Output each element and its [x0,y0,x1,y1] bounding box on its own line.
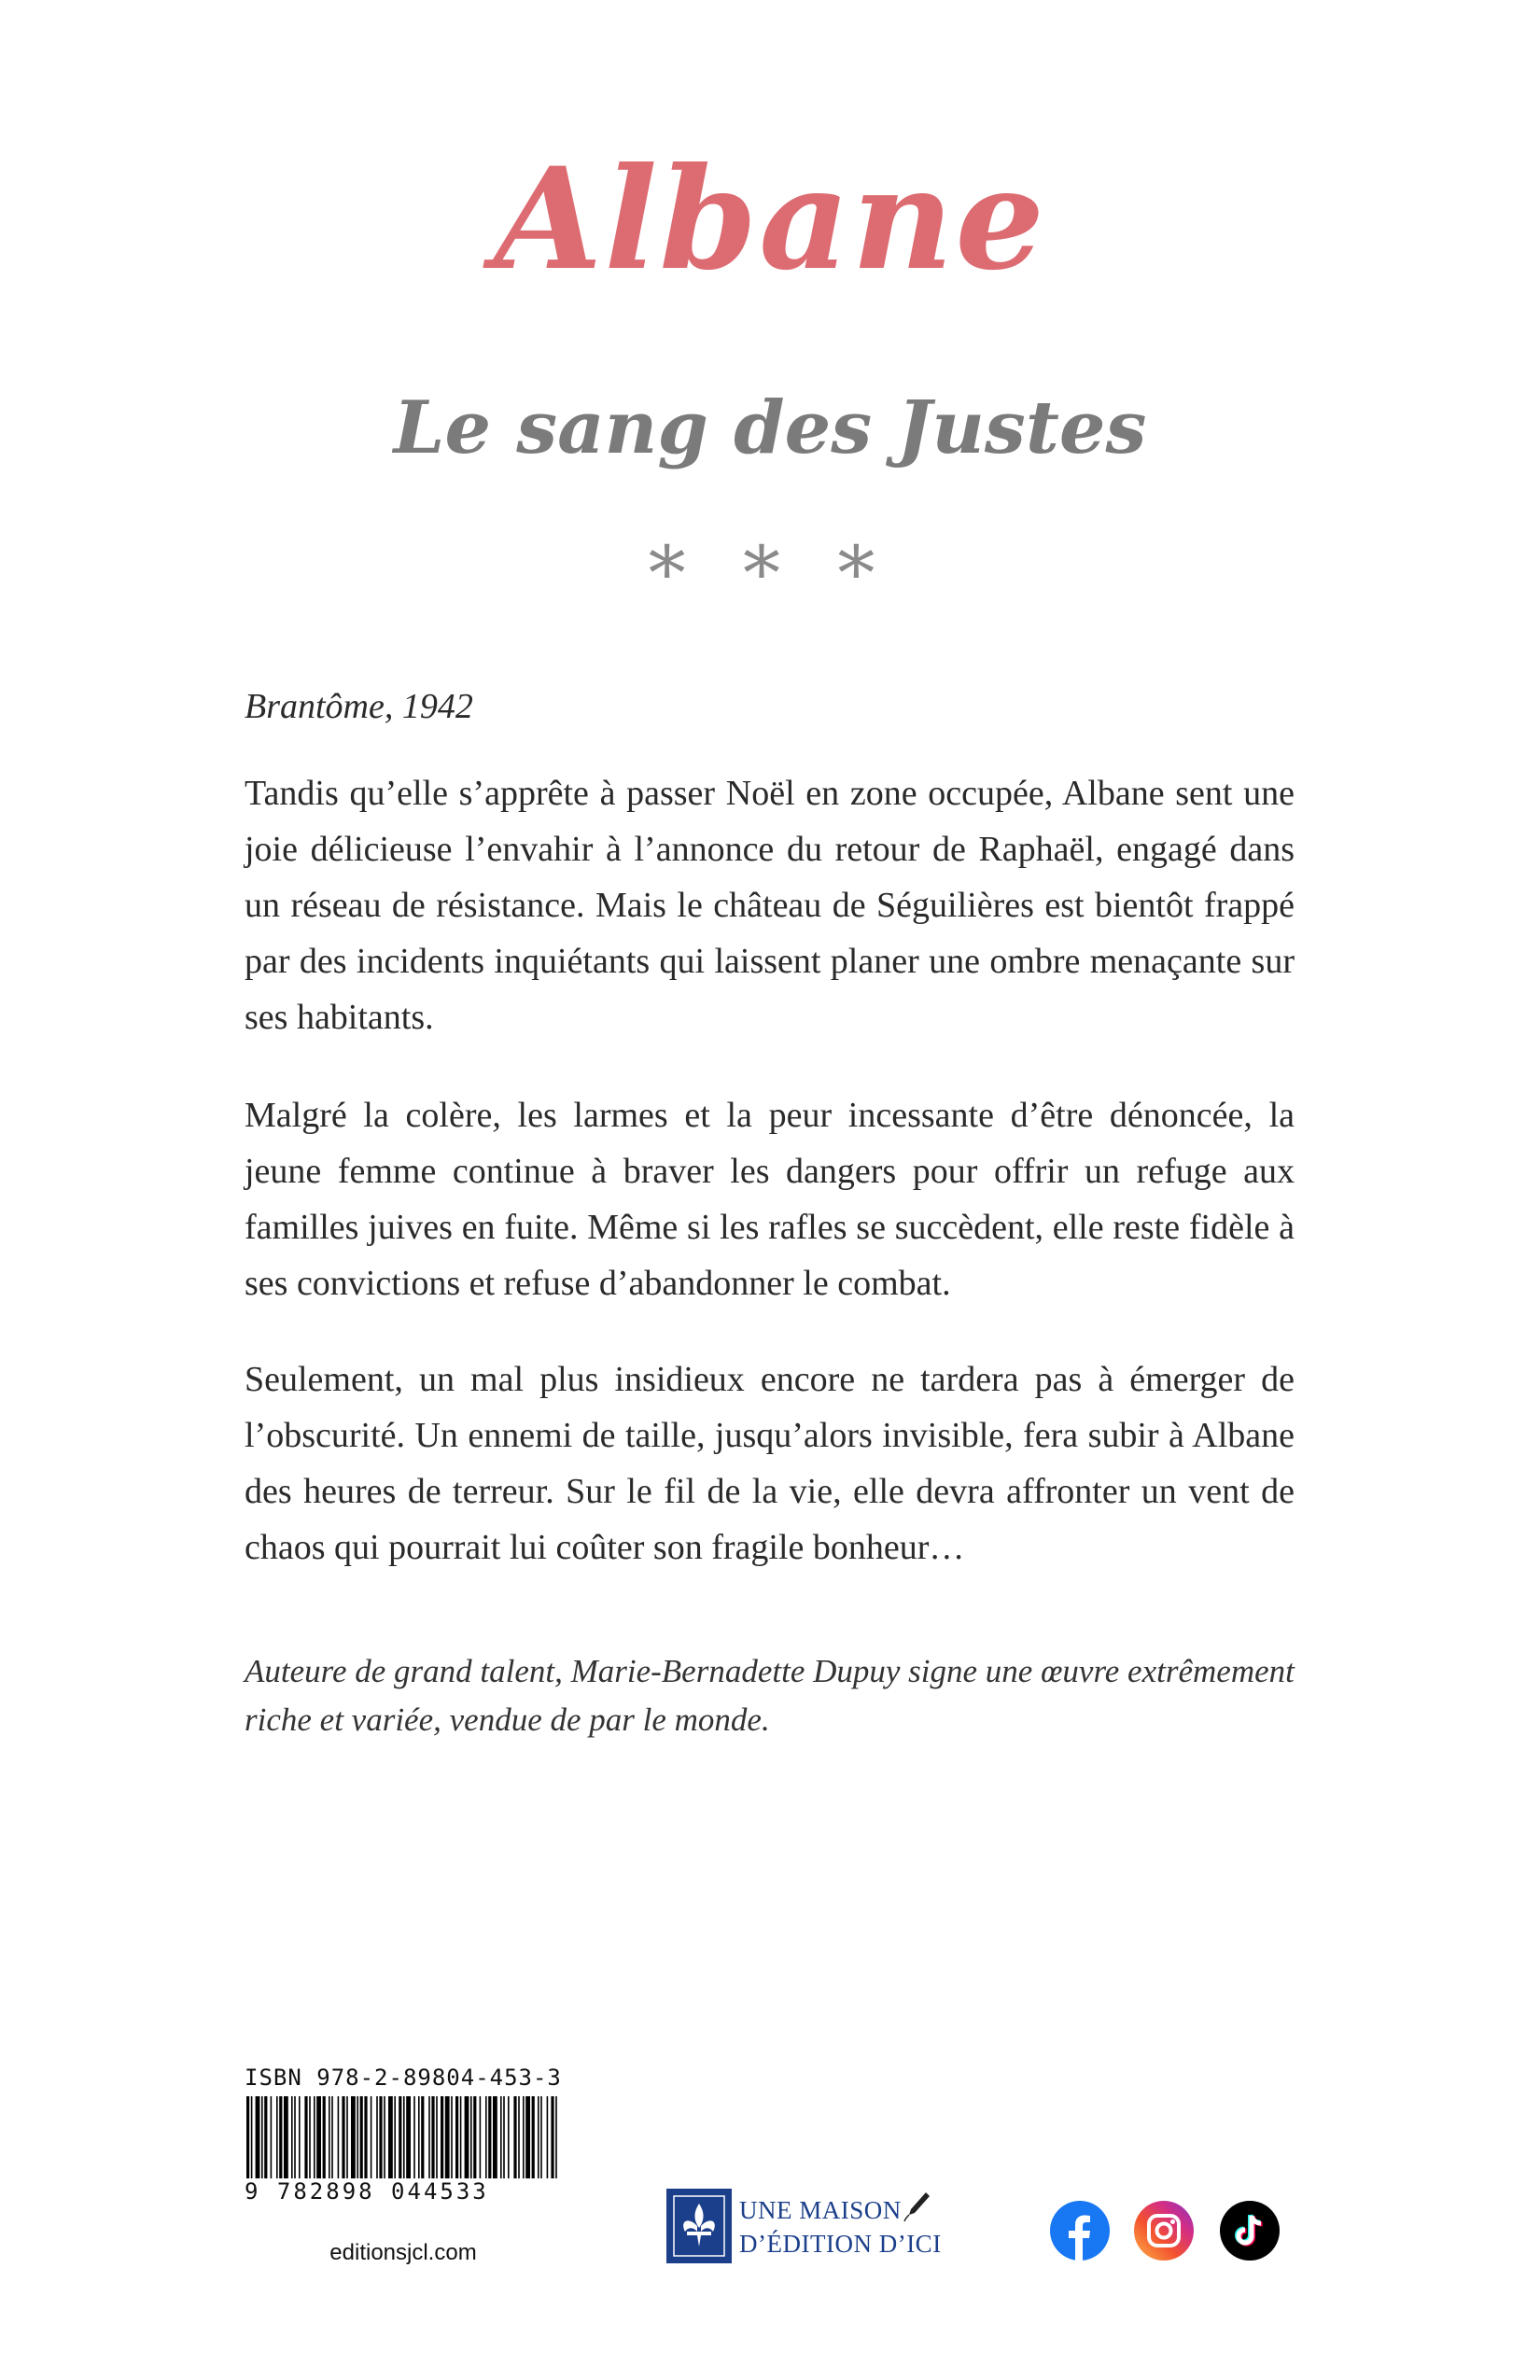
barcode-bar [256,2096,260,2178]
barcode-bar [470,2096,472,2178]
barcode-bar [538,2096,539,2178]
barcode-bar [525,2096,530,2178]
barcode-bar [532,2096,535,2178]
barcode-bar [523,2096,525,2178]
tiktok-icon[interactable] [1220,2201,1280,2261]
barcode-bar [480,2096,482,2178]
barcode-bar [465,2096,469,2178]
publisher-logo [666,2189,965,2263]
barcode-bar [294,2096,296,2178]
barcode-bar [323,2096,326,2178]
isbn-label: ISBN 978-2-89804-453-3 [245,2065,562,2091]
barcode-bar [451,2096,453,2178]
barcode-bar [403,2096,405,2178]
barcode-bar [488,2096,491,2178]
barcode-bar [360,2096,363,2178]
barcode-bar [428,2096,430,2178]
barcode-bar [384,2096,385,2178]
barcode-bar [251,2096,253,2178]
barcode-bar [394,2096,396,2178]
barcode-bar [351,2096,356,2178]
barcode-bar [413,2096,415,2178]
barcode-bar [473,2096,476,2178]
barcode-bar [357,2096,358,2178]
barcode-bar [551,2096,553,2178]
publisher-line-1: UNE MAISON [739,2196,902,2224]
barcode-bar [555,2096,557,2178]
barcode-bar [513,2096,516,2178]
barcode-bar [371,2096,372,2178]
barcode-bar [246,2096,249,2178]
barcode-bar [460,2096,462,2178]
barcode-bar [441,2096,443,2178]
barcode-bar [376,2096,378,2178]
barcode-icon [245,2096,562,2178]
barcode-bar [342,2096,344,2178]
barcode-bar [493,2096,497,2178]
publisher-website: editionsjcl.com [329,2240,477,2265]
barcode-bar [518,2096,520,2178]
section-separator: * * * [648,530,892,617]
barcode-bar [261,2096,263,2178]
barcode-bar [276,2096,278,2178]
barcode-bar [346,2096,348,2178]
book-title: Albane [494,137,1046,301]
barcode-bar [329,2096,330,2178]
book-subtitle: Le sang des Justes [393,385,1147,470]
barcode-bar [436,2096,438,2178]
barcode-bar [418,2096,420,2178]
author-note: Auteure de grand talent, Marie-Bernadette Dupuy signe une œuvre extrêmement riche et variée, vendue de par le monde. [245,1653,1295,1738]
barcode-bar [399,2096,401,2178]
barcode-bar [314,2096,315,2178]
quebec-fleur-de-lis-icon [666,2189,732,2263]
barcode-bar [264,2096,267,2178]
barcode-bar [304,2096,307,2178]
facebook-icon[interactable] [1050,2201,1110,2261]
barcode-bar [338,2096,340,2178]
place-date: Brantôme, 1942 [245,687,473,726]
barcode-bar [388,2096,393,2178]
publisher-line-2: D’ÉDITION D’ICI [739,2230,942,2258]
barcode-bar [455,2096,458,2178]
synopsis-paragraph-1: Tandis qu’elle s’apprête à passer Noël en zone occupée, Albane sent une joie délicieuse l’envahir à l’annonce du retour de Raphaël, engagé dans un réseau de résistance. Mais le château de Séguilières est bientôt frappé par des incidents inquiétants qui laissent planer une ombre menaçante sur ses habitants. [245,774,1295,1037]
barcode-bar [309,2096,311,2178]
barcode-bar [379,2096,382,2178]
barcode-bar [279,2096,282,2178]
barcode-bar [316,2096,321,2178]
barcode-bar [508,2096,510,2178]
barcode-bar [485,2096,487,2178]
barcode-bar [299,2096,301,2178]
barcode-bar [364,2096,367,2178]
barcode-bar [406,2096,411,2178]
barcode-bar [503,2096,505,2178]
barcode-bar [421,2096,424,2178]
synopsis-paragraph-3: Seulement, un mal plus insidieux encore ne tardera pas à émerger de l’obscurité. Un ennemi de taille, jusqu’alors invisible, fera subir à Albane des heures de terreur. Sur le fil de la vie, elle devra affronter un vent de chaos qui pourrait lui coûter son fragile bonheur… [245,1360,1295,1567]
barcode-bar [271,2096,273,2178]
barcode-bar [291,2096,293,2178]
barcode-bar [331,2096,333,2178]
barcode-bar [445,2096,450,2178]
barcode-bar [547,2096,549,2178]
barcode-bar [284,2096,288,2178]
barcode-bar [540,2096,542,2178]
barcode-digits: 9 782898 044533 [245,2178,489,2205]
barcode-bar [500,2096,502,2178]
synopsis-paragraph-2: Malgré la colère, les larmes et la peur incessante d’être dénoncée, la jeune femme continue à braver les dangers pour offrir un refuge aux familles juives en fuite. Même si les rafles se succèdent, elle reste fidèle à ses convictions et refuse d’abandonner le combat. [245,1096,1295,1303]
fountain-pen-icon [903,2191,931,2222]
barcode-bar [431,2096,434,2178]
instagram-icon[interactable] [1134,2201,1194,2261]
